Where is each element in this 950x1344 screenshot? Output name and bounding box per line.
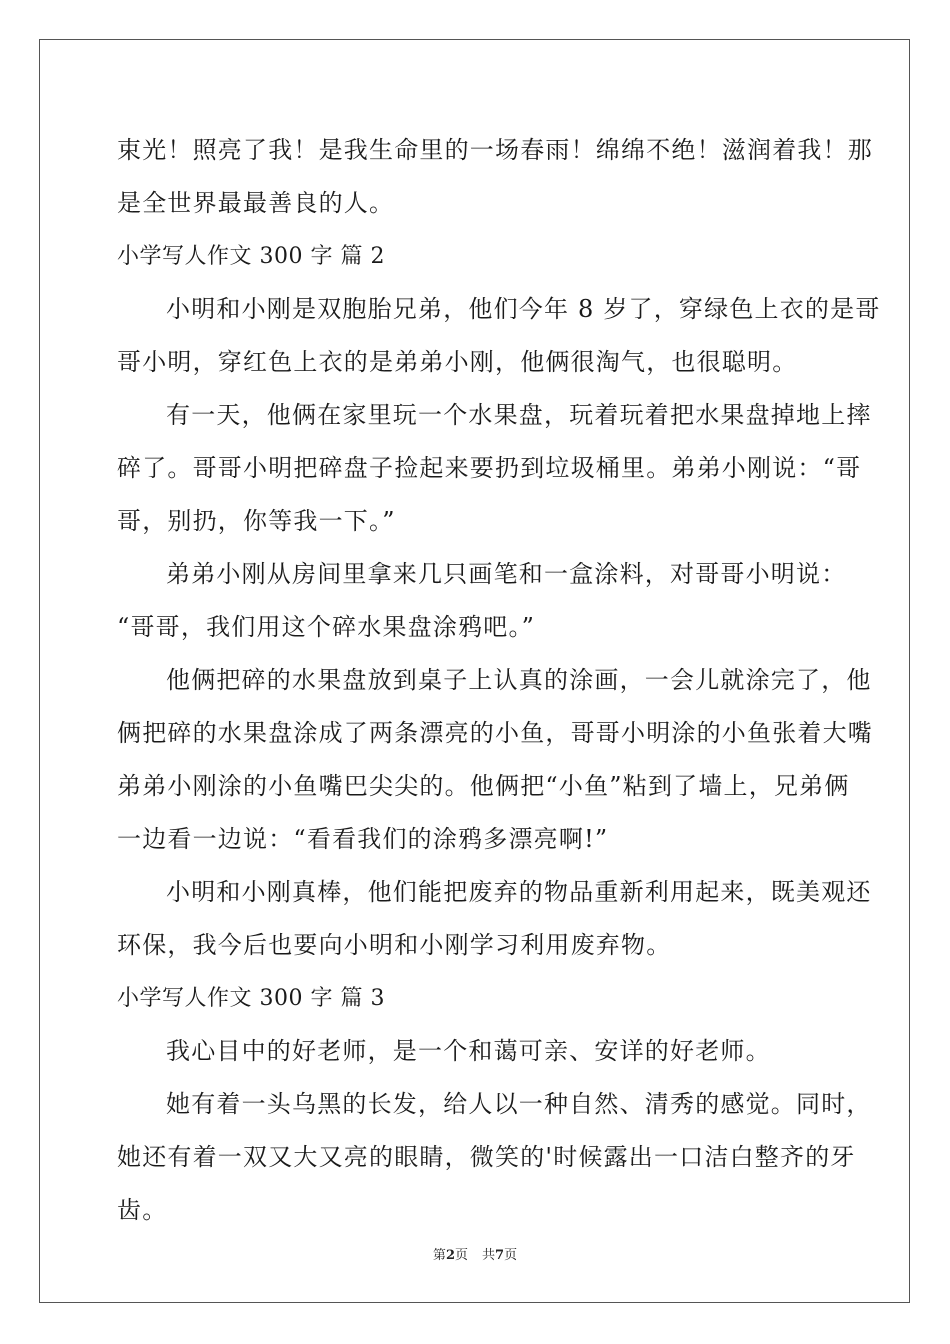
paragraph-line: 是全世界最最善良的人。 xyxy=(117,189,395,217)
paragraph-line: 小明和小刚是双胞胎兄弟，他们今年 8 岁了，穿绿色上衣的是哥 xyxy=(166,295,881,323)
page-prefix: 第 xyxy=(432,1248,446,1263)
section-heading: 小学写人作文 300 字 篇 3 xyxy=(117,986,385,1011)
paragraph-line: 小明和小刚真棒，他们能把废弃的物品重新利用起来，既美观还 xyxy=(166,878,872,906)
paragraph-line: 碎了。哥哥小明把碎盘子捡起来要扔到垃圾桶里。弟弟小刚说：“哥 xyxy=(117,454,862,482)
page-current: 2 xyxy=(445,1248,455,1263)
total-suffix: 页 xyxy=(504,1248,518,1263)
page-footer xyxy=(0,1244,950,1263)
paragraph-line: 她有着一头乌黑的长发，给人以一种自然、清秀的感觉。同时， xyxy=(166,1090,872,1118)
paragraph-line: 束光！照亮了我！是我生命里的一场春雨！绵绵不绝！滋润着我！那 xyxy=(117,136,873,164)
paragraph-line: 哥，别扔，你等我一下。” xyxy=(117,507,396,535)
paragraph-line: 我心目中的好老师，是一个和蔼可亲、安详的好老师。 xyxy=(166,1037,771,1065)
page-suffix: 页 xyxy=(454,1248,468,1263)
paragraph-line: 哥小明，穿红色上衣的是弟弟小刚，他俩很淘气，也很聪明。 xyxy=(117,348,798,376)
paragraph-line: 她还有着一双又大又亮的眼睛，微笑的'时候露出一口洁白整齐的牙 xyxy=(117,1143,856,1171)
paragraph-line: 弟弟小刚从房间里拿来几只画笔和一盒涂料，对哥哥小明说： xyxy=(166,560,847,588)
paragraph-line: 齿。 xyxy=(117,1196,168,1224)
paragraph-line: 俩把碎的水果盘涂成了两条漂亮的小鱼，哥哥小明涂的小鱼张着大嘴 xyxy=(117,719,873,747)
paragraph-line: “哥哥，我们用这个碎水果盘涂鸦吧。” xyxy=(117,613,536,641)
paragraph-line: 一边看一边说：“看看我们的涂鸦多漂亮啊!” xyxy=(117,825,609,853)
paragraph-line: 有一天，他俩在家里玩一个水果盘，玩着玩着把水果盘掉地上摔 xyxy=(166,401,872,429)
document-body xyxy=(117,124,881,1237)
section-heading: 小学写人作文 300 字 篇 2 xyxy=(117,244,385,269)
paragraph-line: 弟弟小刚涂的小鱼嘴巴尖尖的。他俩把“小鱼”粘到了墙上，兄弟俩 xyxy=(117,772,850,800)
page-total: 7 xyxy=(495,1248,505,1263)
paragraph-line: 他俩把碎的水果盘放到桌子上认真的涂画，一会儿就涂完了，他 xyxy=(166,666,872,694)
paragraph-line: 环保，我今后也要向小明和小刚学习利用废弃物。 xyxy=(117,931,672,959)
total-prefix: 共 xyxy=(482,1248,496,1263)
